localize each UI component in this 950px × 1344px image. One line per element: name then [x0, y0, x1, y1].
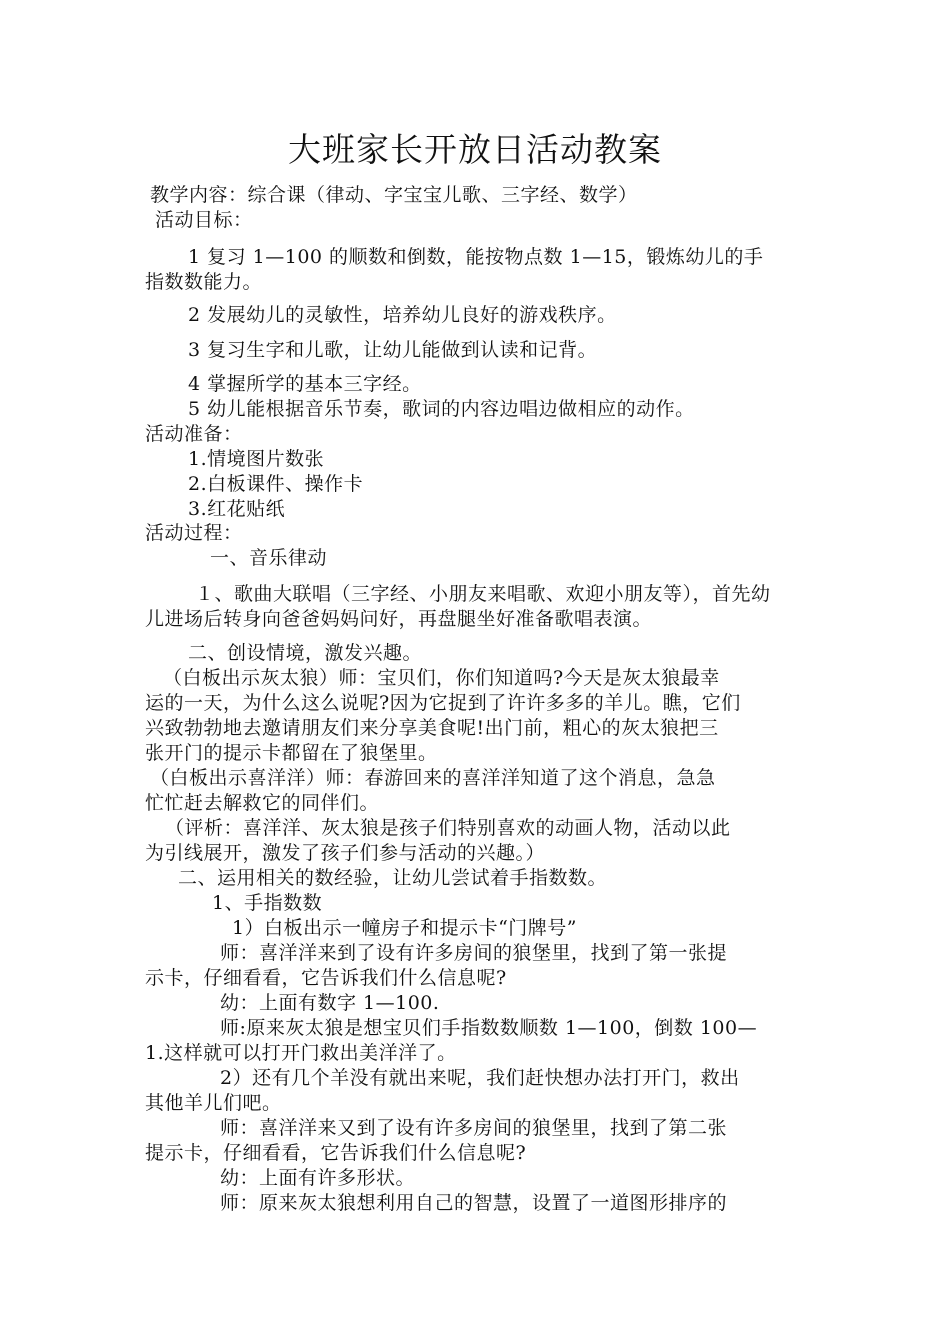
process-heading: 活动过程：: [145, 522, 243, 544]
goal-item: 3 复习生字和儿歌，让幼儿能做到认读和记背。: [188, 339, 598, 361]
subsection-heading: 1、手指数数: [212, 892, 323, 914]
goals-heading: 活动目标：: [155, 209, 253, 231]
teacher-line: 示卡，仔细看看，它告诉我们什么信息呢?: [145, 967, 507, 989]
prep-item: 2.白板课件、操作卡: [188, 473, 364, 495]
step-line: 1）白板出示一幢房子和提示卡“门牌号”: [232, 917, 578, 939]
teaching-content: 教学内容：综合课（律动、字宝宝儿歌、三字经、数学）: [150, 184, 638, 206]
teacher-line: 师：喜洋洋来又到了设有许多房间的狼堡里，找到了第二张: [220, 1117, 728, 1139]
prep-heading: 活动准备：: [145, 423, 243, 445]
section-heading: 二、创设情境，激发兴趣。: [188, 642, 423, 664]
step-line: 其他羊儿们吧。: [145, 1092, 282, 1114]
paragraph-line: 张开门的提示卡都留在了狼堡里。: [145, 742, 438, 764]
teacher-line: 1.这样就可以打开门救出美洋洋了。: [145, 1042, 457, 1064]
paragraph-line: 运的一天，为什么这么说呢?因为它捉到了许许多多的羊儿。瞧，它们: [145, 692, 741, 714]
paragraph-line: 儿进场后转身向爸爸妈妈问好，再盘腿坐好准备歌唱表演。: [145, 608, 653, 630]
teacher-line: 师：原来灰太狼想利用自己的智慧，设置了一道图形排序的: [220, 1192, 728, 1214]
goal-item: 5 幼儿能根据音乐节奏，歌词的内容边唱边做相应的动作。: [188, 398, 695, 420]
paragraph-line: （白板出示喜洋洋）师：春游回来的喜洋洋知道了这个消息，急急: [150, 767, 716, 789]
comment-line: （评析：喜洋洋、灰太狼是孩子们特别喜欢的动画人物，活动以此: [165, 817, 731, 839]
document-title: 大班家长开放日活动教案: [288, 130, 662, 169]
goal-item: 2 发展幼儿的灵敏性，培养幼儿良好的游戏秩序。: [188, 304, 617, 326]
teacher-line: 师:原来灰太狼是想宝贝们手指数数顺数 1—100，倒数 100—: [220, 1017, 758, 1039]
goal-item: 1 复习 1—100 的顺数和倒数，能按物点数 1—15，锻炼幼儿的手: [188, 246, 764, 268]
child-line: 幼：上面有许多形状。: [220, 1167, 416, 1189]
paragraph-line: 忙忙赶去解救它的同伴们。: [145, 792, 380, 814]
step-line: 2）还有几个羊没有就出来呢，我们赶快想办法打开门，救出: [220, 1067, 740, 1089]
prep-item: 3.红花贴纸: [188, 498, 286, 520]
paragraph-line: （白板出示灰太狼）师：宝贝们，你们知道吗?今天是灰太狼最幸: [163, 667, 720, 689]
comment-line: 为引线展开，激发了孩子们参与活动的兴趣。）: [145, 842, 546, 864]
prep-item: 1.情境图片数张: [188, 448, 325, 470]
teacher-line: 提示卡，仔细看看，它告诉我们什么信息呢?: [145, 1142, 527, 1164]
goal-item: 4 掌握所学的基本三字经。: [188, 373, 422, 395]
paragraph-line: 兴致勃勃地去邀请朋友们来分享美食呢!出门前，粗心的灰太狼把三: [145, 717, 719, 739]
section-heading: 二、运用相关的数经验，让幼儿尝试着手指数数。: [178, 867, 608, 889]
paragraph-line: １、歌曲大联唱（三字经、小朋友来唱歌、欢迎小朋友等），首先幼: [195, 583, 771, 605]
teacher-line: 师：喜洋洋来到了设有许多房间的狼堡里，找到了第一张提: [220, 942, 728, 964]
child-line: 幼：上面有数字 1—100.: [220, 992, 440, 1014]
section-heading: 一、音乐律动: [210, 547, 328, 569]
goal-item-continued: 指数数能力。: [145, 271, 263, 293]
